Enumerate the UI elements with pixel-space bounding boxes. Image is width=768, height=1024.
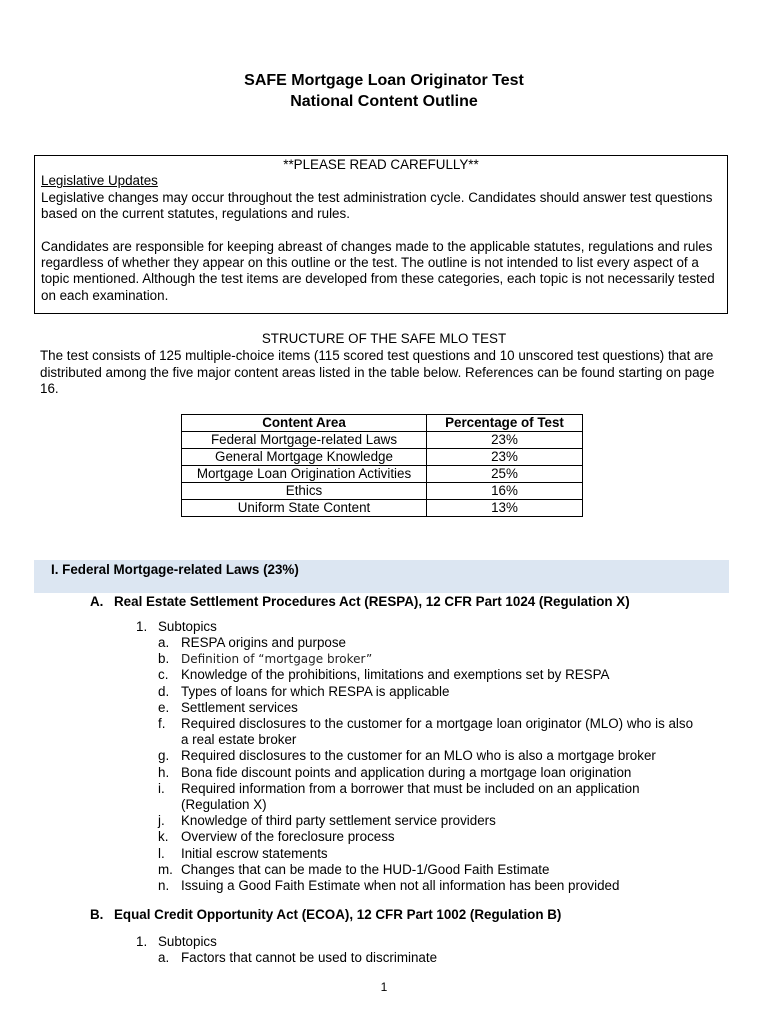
list-item: d. Types of loans for which RESPA is applicable bbox=[158, 683, 450, 699]
list-item: m. Changes that can be made to the HUD-1/Good Faith Estimate bbox=[158, 861, 550, 877]
table-row bbox=[182, 483, 583, 500]
list-item: c. Knowledge of the prohibitions, limitations and exemptions set by RESPA bbox=[158, 667, 610, 683]
topic-a-subtopics-label: 1. Subtopics bbox=[136, 619, 217, 634]
list-item: n. Issuing a Good Faith Estimate when not all information has been provided bbox=[158, 878, 620, 894]
topic-a-items bbox=[158, 635, 698, 894]
list-item: f. Required disclosures to the customer for a mortgage loan originator (MLO) who is also a real estate broker bbox=[158, 716, 694, 748]
list-item: k. Overview of the foreclosure process bbox=[158, 829, 395, 845]
table-header-cell: Percentage of Test bbox=[427, 415, 583, 432]
list-item: i. Required information from a borrower that must be included on an application (Regulation X) bbox=[158, 780, 640, 813]
notice-subheading: Legislative Updates bbox=[41, 173, 158, 189]
list-item: l. Initial escrow statements bbox=[158, 845, 328, 861]
topic-b-title: Equal Credit Opportunity Act (ECOA), 12 CFR Part 1002 (Regulation B) bbox=[114, 907, 562, 922]
content-area-table bbox=[181, 414, 583, 517]
notice-box bbox=[34, 155, 728, 314]
document-title: SAFE Mortgage Loan Originator Test bbox=[244, 72, 524, 89]
topic-b-letter: B. bbox=[90, 907, 104, 922]
table-cell: 23% bbox=[427, 449, 583, 466]
table-cell: 13% bbox=[427, 500, 583, 517]
table-cell: Federal Mortgage-related Laws bbox=[182, 432, 427, 449]
topic-b-subtopics-label: 1. Subtopics bbox=[136, 934, 217, 949]
notice-paragraph-1: Legislative changes may occur throughout the test administration cycle. Candidates should answer test questions based on the current statutes, regulations and rules. bbox=[41, 189, 713, 222]
document-subtitle: National Content Outline bbox=[290, 93, 478, 110]
list-item: a. Factors that cannot be used to discriminate bbox=[158, 950, 438, 965]
table-cell: Ethics bbox=[182, 483, 427, 500]
section-title: I. Federal Mortgage-related Laws (23%) bbox=[51, 562, 299, 577]
table-row bbox=[182, 500, 583, 517]
topic-a-title: Real Estate Settlement Procedures Act (RESPA), 12 CFR Part 1024 (Regulation X) bbox=[114, 594, 630, 609]
table-cell: General Mortgage Knowledge bbox=[182, 449, 427, 466]
topic-b-items bbox=[158, 950, 698, 966]
list-item: b. Definition of “mortgage broker” bbox=[158, 651, 373, 667]
topic-a-heading bbox=[90, 594, 630, 610]
list-item: h. Bona fide discount points and application during a mortgage loan origination bbox=[158, 764, 632, 780]
list-item: g. Required disclosures to the customer for an MLO who is also a mortgage broker bbox=[158, 748, 656, 764]
list-item: a. RESPA origins and purpose bbox=[158, 635, 347, 650]
topic-a-letter: A. bbox=[90, 594, 104, 609]
structure-heading: STRUCTURE OF THE SAFE MLO TEST bbox=[261, 331, 507, 346]
notice-heading: **PLEASE READ CAREFULLY** bbox=[283, 157, 479, 172]
list-item: j. Knowledge of third party settlement service providers bbox=[158, 813, 496, 829]
table-row bbox=[182, 432, 583, 449]
table-cell: Uniform State Content bbox=[182, 500, 427, 517]
table-cell: 23% bbox=[427, 432, 583, 449]
table-row bbox=[182, 466, 583, 483]
table-cell: 16% bbox=[427, 483, 583, 500]
structure-text: The test consists of 125 multiple-choice items (115 scored test questions and 10 unscored test questions) that are distributed among the five major content areas listed in the table below. References can be found starting on page 16. bbox=[40, 348, 715, 397]
table-header-cell: Content Area bbox=[182, 415, 427, 432]
table-header-row bbox=[182, 415, 583, 432]
table-cell: Mortgage Loan Origination Activities bbox=[182, 466, 427, 483]
table-cell: 25% bbox=[427, 466, 583, 483]
list-item: e. Settlement services bbox=[158, 699, 298, 715]
page-number: 1 bbox=[380, 980, 388, 994]
table-row bbox=[182, 449, 583, 466]
notice-paragraph-2: Candidates are responsible for keeping abreast of changes made to the applicable statutes, regulations and rules regardless of whether they appear on this outline or the test. The outline is not intended to list every aspect of a topic mentioned. Although the test items are developed from these categories, each topic is not necessarily tested on each examination. bbox=[41, 238, 715, 303]
topic-b-heading bbox=[90, 907, 561, 923]
